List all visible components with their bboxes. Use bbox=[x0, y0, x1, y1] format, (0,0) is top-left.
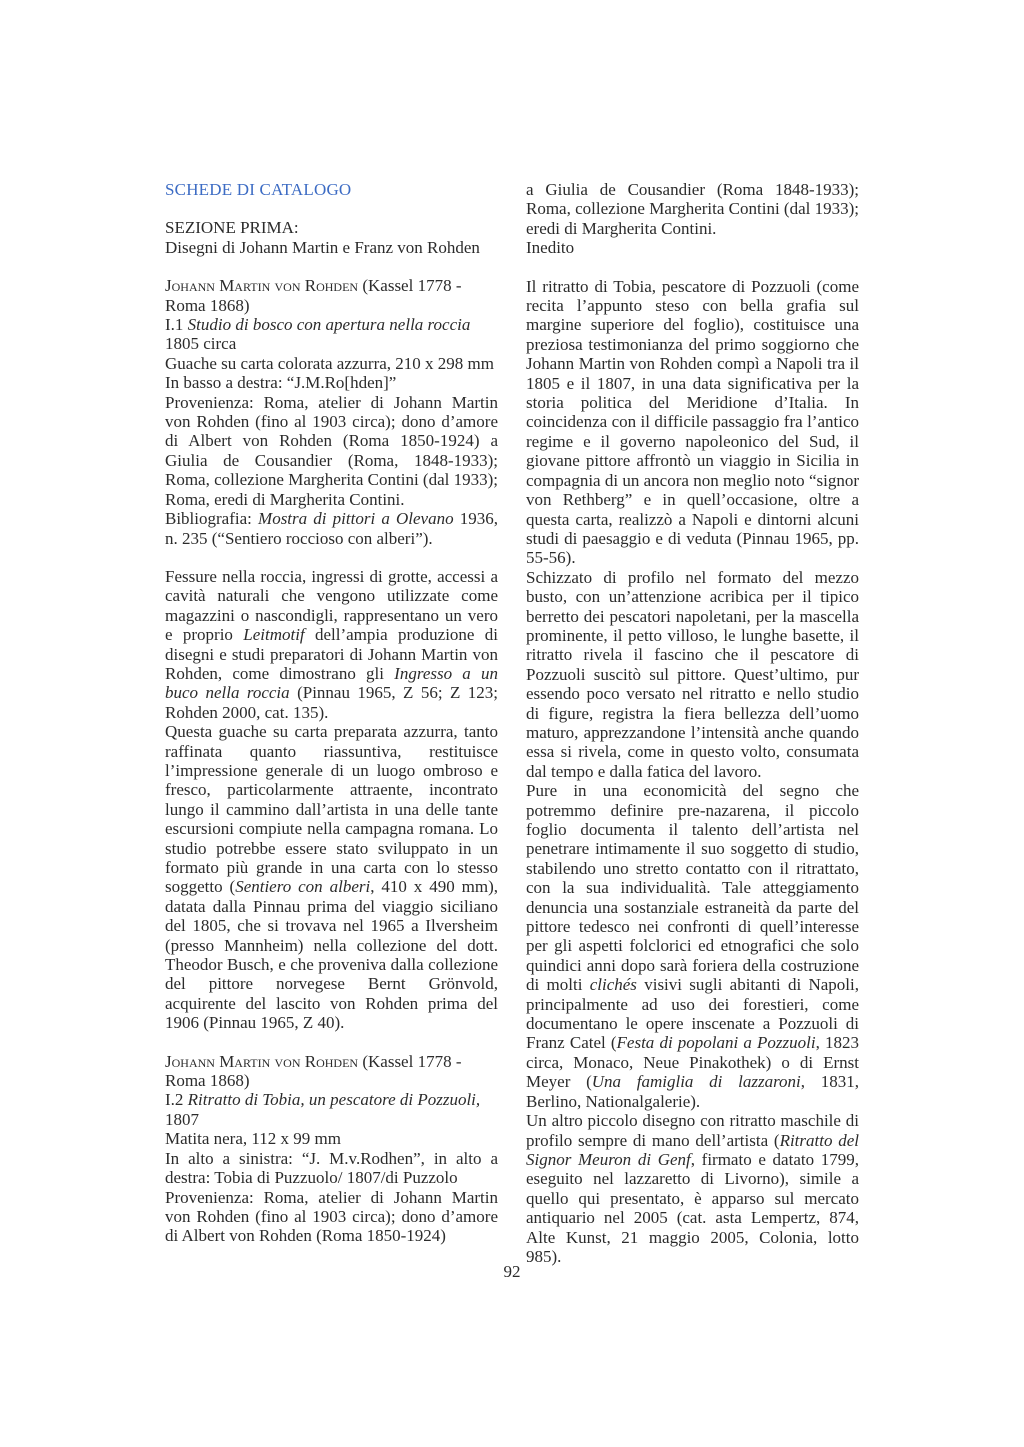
text-run: Pure in una economicità del segno che potremmo definire pre-nazarena, il piccolo foglio documenta il talento dell’artista nel penetrare intimamente il suo soggetto di studio, stabilendo uno stretto contatto con il ritrattato, con la sua individualità. Tale atteggiamento denuncia una sostanziale estraneità da parte del pittore tedesco nei confronti di quell’interesse per gli aspetti folclorici ed etnografici che solo quindici anni dopo sarà foriera della costruzione di molti bbox=[526, 781, 859, 995]
body-paragraph-2 bbox=[165, 722, 498, 1033]
left-column bbox=[165, 180, 498, 1246]
text-run: , firmato e datato 1799, eseguito nel lazzaretto di Livorno), simile a quello qui presentato, è apparso sul mercato antiquario nel 2005 (cat. asta Lempertz, 874, Alte Kunst, 21 maggio 2005, Colonia, lotto 985). bbox=[526, 1149, 859, 1266]
catalog-entry-1 bbox=[165, 276, 498, 548]
text-run: (Pinnau 1965, Z 56; Z 123; Rohden 2000, cat. 135). bbox=[165, 683, 498, 722]
entry-number: I.1 bbox=[165, 315, 188, 335]
entry-bibliography bbox=[165, 509, 498, 548]
text-run: Questa guache su carta preparata azzurra, tanto raffinata quanto riassuntiva, restituisce l’impressione generale di un luogo ombroso e fresco, particolarmente attraente, incontrato lungo il cammino dall’artista in una delle tante escursioni compiute nella campagna romana. Lo studio potrebbe essere stato sviluppato in un formato più grande in una carta con lo stesso soggetto ( bbox=[165, 722, 498, 897]
entry-title: Ritratto di Tobia, un pescatore di Pozzuoli, bbox=[187, 1090, 481, 1110]
italic-run: Leitmotif bbox=[243, 625, 305, 645]
right-column bbox=[526, 180, 859, 1266]
page-number: 92 bbox=[503, 1262, 521, 1281]
italic-run: Festa di popolani a Pozzuoli bbox=[616, 1033, 816, 1053]
text-run: , 1831, Berlino, Nationalgalerie). bbox=[526, 1072, 860, 1111]
body-paragraph-6 bbox=[526, 1111, 859, 1266]
italic-run: Ritratto del Signor Meuron di Genf bbox=[526, 1130, 859, 1169]
unpublished-label: Inedito bbox=[526, 238, 575, 258]
italic-run: clichés bbox=[589, 975, 637, 995]
catalog-entry-2 bbox=[165, 1052, 498, 1246]
entry-number: I.2 bbox=[165, 1090, 188, 1110]
entry-artist-line bbox=[165, 1052, 498, 1091]
text-run: , 410 x 490 mm), datata dalla Pinnau prima del viaggio siciliano del 1805, che si trovava nel 1965 a Ilversheim (presso Mannheim) nella collezione del dott. Theodor Busch, e che proveniva dalla collezione del pittore norvegese Bernt Grönvold, acquirente del lascito von Rohden prima del 1906 (Pinnau 1965, Z 40). bbox=[165, 877, 498, 1033]
entry-artist-dates: (Kassel 1778 - Roma 1868) bbox=[165, 1051, 462, 1091]
entry-title-line bbox=[165, 315, 498, 334]
entry-date: 1807 bbox=[165, 1109, 199, 1129]
entry-inscription: In alto a sinistra: “J. M.v.Rodhen”, in alto a destra: Tobia di Puzzuolo/ 1807/di Puzzolo bbox=[165, 1148, 498, 1188]
entry-artist: Johann Martin von Rohden bbox=[165, 1051, 359, 1071]
section-subheading: Disegni di Johann Martin e Franz von Rohden bbox=[165, 237, 480, 257]
text-run: dell’ampia produzione di disegni e studi preparatori di Johann Martin von Rohden, come dimostrano gli bbox=[165, 625, 499, 683]
body-paragraph-5 bbox=[526, 781, 859, 1111]
entry-artist-dates: (Kassel 1778 - Roma 1868) bbox=[165, 276, 462, 315]
entry-inscription: In basso a destra: “J.M.Ro[hden]” bbox=[165, 373, 397, 393]
entry-provenance: Provenienza: Roma, atelier di Johann Martin von Rohden (fino al 1903 circa); dono d’amore di Albert von Rohden (Roma 1850-1924) a Giulia de Cousandier (Roma, 1848-1933); Roma, collezione Margherita Contini (dal 1933); Roma, eredi di Margherita Contini. bbox=[165, 392, 498, 509]
body-paragraph-4: Schizzato di profilo nel formato del mezzo busto, con un’attenzione acribica per il tipico berretto dei pescatori napoletani, per la mascella prominente, il petto villoso, le lunghe basette, il ritratto rivela il fascino che il pescatore di Pozzuoli suscitò sul pittore. Quest’ultimo, pur essendo poco versato nel ritratto e nello studio di figure, registra la fiera bellezza dell’uomo maturo, apprezzandone l’intensità anche quando essa si rivela, come in questo volto, consumata dal tempo e dalla fatica del lavoro. bbox=[526, 567, 859, 781]
body-paragraph-3: Il ritratto di Tobia, pescatore di Pozzuoli (come recita l’appunto steso con bella grafia sul margine superiore del foglio), costituisce una preziosa testimonianza del primo soggiorno che Johann Martin von Rohden compì a Napoli tra il 1805 e il 1807, in una data significativa per la storia politica del Meridione d’Italia. In coincidenza con il difficile passaggio fra l’antico regime e il governo napoleonico del Sud, il giovane pittore affrontò un viaggio in Sicilia in compagnia di un ancora non meglio noto “signor von Rethberg” e in quell’occasione, oltre a questa carta, realizzò a Napoli e dintorni alcuni studi di paesaggio e di veduta (Pinnau 1965, pp. 55-56). bbox=[526, 276, 859, 568]
entry-title-line bbox=[165, 1090, 498, 1109]
provenance-continued: a Giulia de Cousandier (Roma 1848-1933); Roma, collezione Margherita Contini (dal 1933); eredi di Margherita Contini. bbox=[526, 180, 859, 238]
entry-title: Studio di bosco con apertura nella roccia bbox=[187, 315, 471, 335]
body-paragraph-1 bbox=[165, 567, 498, 722]
bibliography-title: Mostra di pittori a Olevano bbox=[258, 509, 454, 529]
italic-run: Ingresso a un buco nella roccia bbox=[165, 663, 498, 703]
italic-run: Sentiero con alberi bbox=[235, 877, 371, 897]
text-run: , 1823 circa, Monaco, Neue Pinakothek) o di Ernst Meyer ( bbox=[526, 1033, 860, 1092]
italic-run: Una famiglia di lazzaroni bbox=[591, 1072, 801, 1092]
entry-date: 1805 circa bbox=[165, 334, 237, 354]
entry-medium: Guache su carta colorata azzurra, 210 x 298 mm bbox=[165, 353, 494, 373]
section-heading: SEZIONE PRIMA: bbox=[165, 218, 299, 238]
text-run: Fessure nella roccia, ingressi di grotte, accessi a cavità naturali che vengono utilizzate come magazzini o nascondigli, rappresentano un vero e proprio bbox=[165, 566, 498, 645]
entry-artist-line bbox=[165, 276, 498, 315]
bibliography-suffix: 1936, n. 235 (“Sentiero roccioso con alberi”). bbox=[165, 509, 498, 548]
entry-provenance: Provenienza: Roma, atelier di Johann Martin von Rohden (fino al 1903 circa); dono d’amore di Albert von Rohden (Roma 1850-1924) bbox=[165, 1187, 498, 1246]
entry-artist: Johann Martin von Rohden bbox=[165, 276, 359, 296]
text-run: visivi sugli abitanti di Napoli, principalmente ad uso dei forestieri, come documentano le opere inscenate a Pozzuoli di Franz Catel ( bbox=[526, 975, 859, 1053]
text-run: Un altro piccolo disegno con ritratto maschile di profilo sempre di mano dell’artista ( bbox=[526, 1111, 859, 1150]
bibliography-prefix: Bibliografia: bbox=[165, 509, 259, 529]
section-title: SCHEDE DI CATALOGO bbox=[165, 180, 352, 199]
entry-medium: Matita nera, 112 x 99 mm bbox=[165, 1129, 341, 1149]
